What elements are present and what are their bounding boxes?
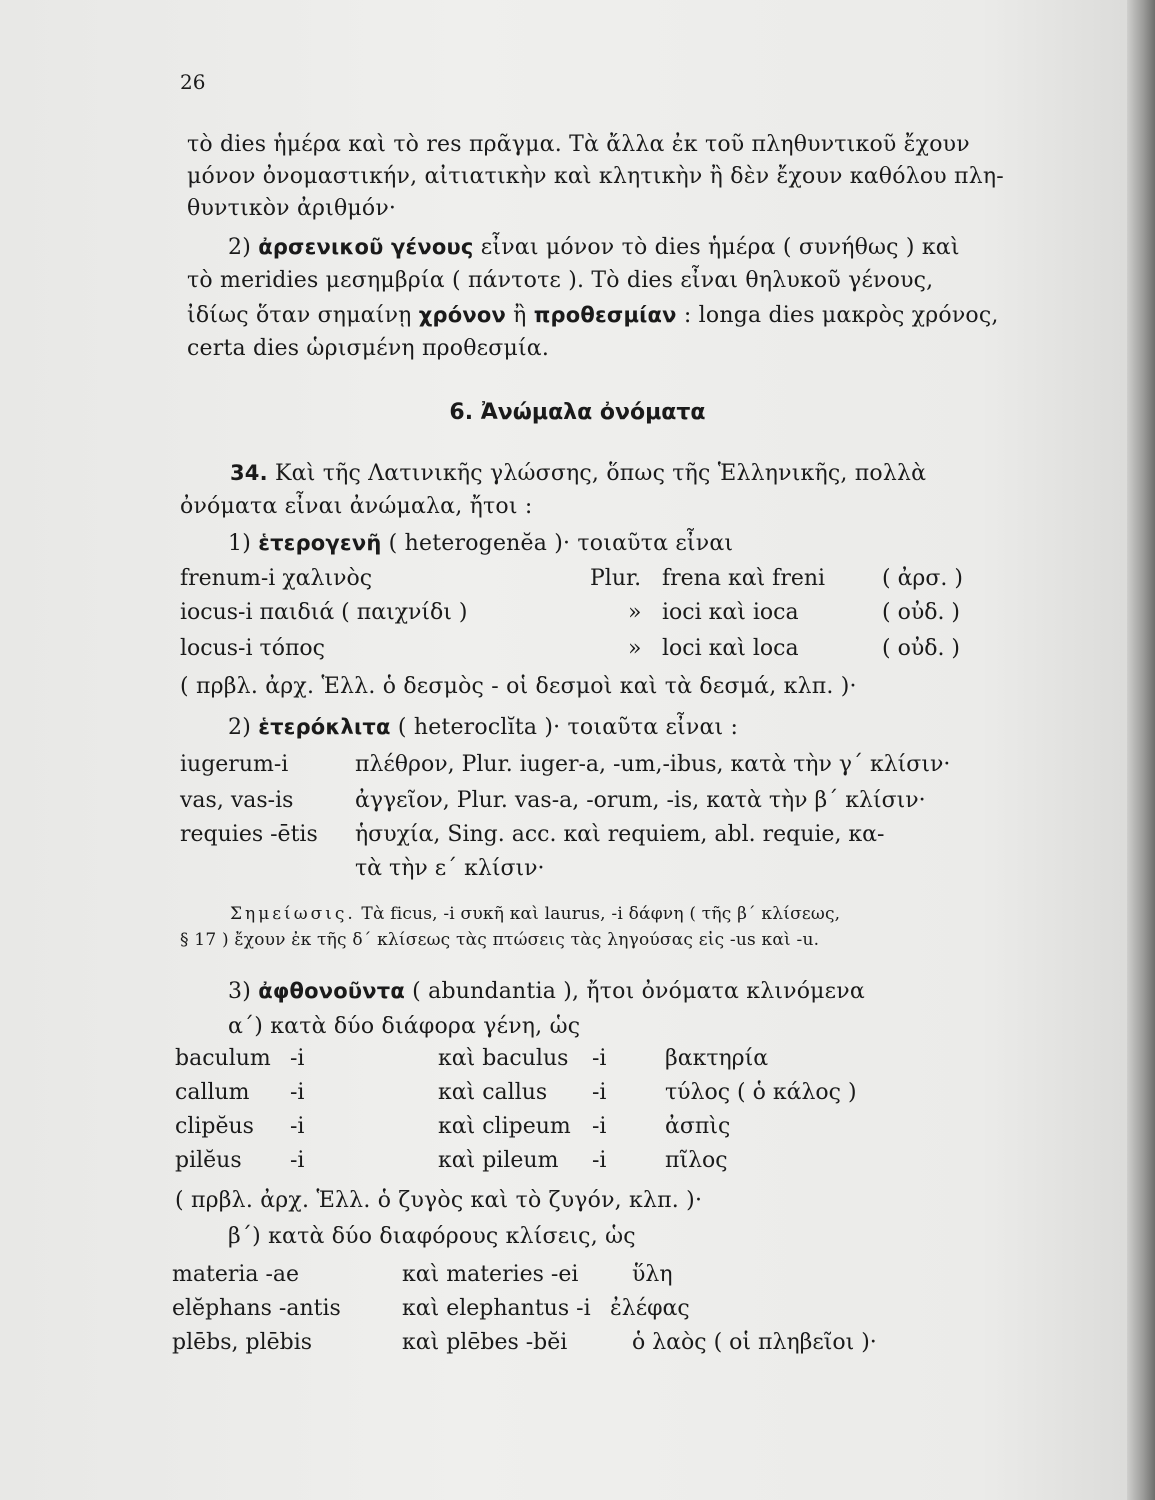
term-bold: χρόνον [418, 303, 506, 327]
item-number: 2) [228, 715, 259, 740]
page-number: 26 [180, 70, 206, 94]
table-cell: τὰ τὴν ε΄ κλίσιν· [355, 856, 545, 881]
sec3-sub-a: α΄) κατὰ δύο διάφορα γένη, ὡς [228, 1014, 581, 1039]
term-bold: ἀφθονοῦντα [258, 979, 405, 1003]
table-cell: καὶ materies -ei [402, 1262, 579, 1287]
para1-line1: τὸ dies ἡμέρα καὶ τὸ res πρᾶγμα. Τὰ ἄλλα ἐκ τοῦ πληθυντικοῦ ἔχουν [187, 132, 970, 157]
table-cell: callum [175, 1080, 250, 1105]
text: : longa dies μακρὸς χρόνος, [676, 303, 999, 328]
table-cell: -i [592, 1114, 607, 1139]
table-cell: τύλος ( ὁ κάλος ) [665, 1080, 857, 1105]
remark-line1 [230, 902, 840, 926]
table-cell: frena καὶ freni [662, 566, 826, 591]
table-cell: πῖλος [665, 1148, 728, 1173]
term-bold: προθεσμίαν [533, 303, 677, 327]
text: ( abundantia ), ἤτοι ὀνόματα κλινόμενα [404, 979, 865, 1004]
table-cell: iugerum-i [180, 752, 289, 777]
text: ἰδίως ὅταν σημαίνῃ [187, 303, 419, 328]
term-bold: ἀρσενικοῦ γένους [258, 235, 474, 259]
table-cell: frenum-i χαλινὸς [180, 566, 373, 591]
table-cell: requies -ētis [180, 822, 318, 847]
table-cell: ioci καὶ ioca [662, 600, 799, 625]
para1-line3: θυντικὸν ἀριθμόν· [187, 196, 397, 221]
item-number: 3) [228, 979, 259, 1004]
table-cell: καὶ callus [438, 1080, 548, 1105]
table-cell: » [628, 600, 642, 625]
text: ἢ [505, 303, 534, 328]
section-heading: 6. Ἀνώμαλα ὀνόματα [449, 400, 706, 425]
remark-label: Σημείωσις. [230, 904, 356, 924]
term-bold: ἑτερόκλιτα [258, 715, 391, 739]
table-cell: ἀσπὶς [665, 1114, 731, 1139]
para2-line2: τὸ meridies μεσημβρία ( πάντοτε ). Τὸ dies εἶναι θηλυκοῦ γένους, [187, 268, 934, 293]
sec1-title [228, 528, 733, 559]
item-number: 1) [228, 531, 259, 556]
table-cell: ( οὐδ. ) [882, 636, 961, 661]
table-cell: ἀγγεῖον, Plur. vas-a, -orum, -is, κατὰ τὴν β΄ κλίσιν· [355, 788, 926, 813]
table-cell: ὕλη [632, 1262, 673, 1287]
table-cell: -i [592, 1148, 607, 1173]
page-edge-shadow [1127, 0, 1155, 1500]
table-cell: καὶ pileum [438, 1148, 559, 1173]
text: Τὰ ficus, -i συκῆ καὶ laurus, -i δάφνη ( τῆς β΄ κλίσεως, [355, 904, 841, 924]
table-cell: pilĕus [175, 1148, 242, 1173]
sec3-title [228, 976, 865, 1007]
sec3-sub-b: β΄) κατὰ δύο διαφόρους κλίσεις, ὡς [228, 1224, 636, 1249]
table-cell: ὁ λαὸς ( οἱ πληβεῖοι )· [632, 1330, 877, 1355]
text: Καὶ τῆς Λατινικῆς γλώσσης, ὅπως τῆς Ἑλληνικῆς, πολλὰ [267, 461, 927, 486]
table-cell: καὶ baculus [438, 1046, 569, 1071]
para34-line2: ὀνόματα εἶναι ἀνώμαλα, ἤτοι : [180, 494, 533, 519]
table-cell: iocus-i παιδιά ( παιχνίδι ) [180, 600, 468, 625]
table-cell: καὶ elephantus -i [402, 1296, 591, 1321]
table-cell: ἐλέφας [610, 1296, 690, 1321]
paragraph-number: 34. [230, 461, 268, 485]
table-cell: -i [592, 1080, 607, 1105]
table-cell: καὶ clipeum [438, 1114, 571, 1139]
table-cell: ( ἀρσ. ) [882, 566, 963, 591]
table-cell: πλέθρον, Plur. iuger-a, -um,-ibus, κατὰ τὴν γ΄ κλίσιν· [355, 752, 951, 777]
para2-line4: certa dies ὡρισμένη προθεσμία. [187, 336, 550, 361]
table-cell: elĕphans -antis [172, 1296, 341, 1321]
table-cell: plēbs, plēbis [172, 1330, 313, 1355]
table-cell: ἡσυχία, Sing. acc. καὶ requiem, abl. requie, κα- [355, 822, 885, 847]
sec2-title [228, 712, 738, 743]
para34-line1 [230, 458, 926, 489]
table-cell: » [628, 636, 642, 661]
table-cell: materia -ae [172, 1262, 300, 1287]
table-cell: -i [592, 1046, 607, 1071]
table-cell: vas, vas-is [180, 788, 294, 813]
remark-line2: § 17 ) ἔχουν ἐκ τῆς δ΄ κλίσεως τὰς πτώσεις τὰς ληγούσας εἰς -us καὶ -u. [180, 930, 820, 950]
para2-line3 [187, 300, 999, 331]
sec1-note: ( πρβλ. ἀρχ. Ἑλλ. ὁ δεσμὸς - οἱ δεσμοὶ καὶ τὰ δεσμά, κλπ. )· [180, 674, 857, 699]
table-cell: καὶ plēbes -bĕi [402, 1330, 568, 1355]
term-bold: ἑτερογενῆ [258, 531, 382, 555]
table-cell: -i [290, 1080, 305, 1105]
table-cell: ( οὐδ. ) [882, 600, 961, 625]
table-cell: βακτηρία [665, 1046, 769, 1071]
table-cell: clipĕus [175, 1114, 254, 1139]
table-cell: locus-i τόπος [180, 636, 325, 661]
table-cell: baculum [175, 1046, 271, 1071]
table-cell: -i [290, 1046, 305, 1071]
para1-line2: μόνον ὀνομαστικήν, αἰτιατικὴν καὶ κλητικὴν ἢ δὲν ἔχουν καθόλου πλη- [187, 164, 1004, 189]
text: ( heteroclĭta )· τοιαῦτα εἶναι : [390, 715, 739, 740]
table-cell: loci καὶ loca [662, 636, 799, 661]
text: ( heterogenĕa )· τοιαῦτα εἶναι [381, 531, 734, 556]
text: εἶναι μόνον τὸ dies ἡμέρα ( συνήθως ) καὶ [473, 235, 960, 260]
table-cell: -i [290, 1148, 305, 1173]
table-cell: -i [290, 1114, 305, 1139]
sec3-note: ( πρβλ. ἀρχ. Ἑλλ. ὁ ζυγὸς καὶ τὸ ζυγόν, κλπ. )· [175, 1188, 703, 1213]
item-number: 2) [228, 235, 259, 260]
table-cell: Plur. [590, 566, 642, 591]
para2-line1 [228, 232, 960, 263]
